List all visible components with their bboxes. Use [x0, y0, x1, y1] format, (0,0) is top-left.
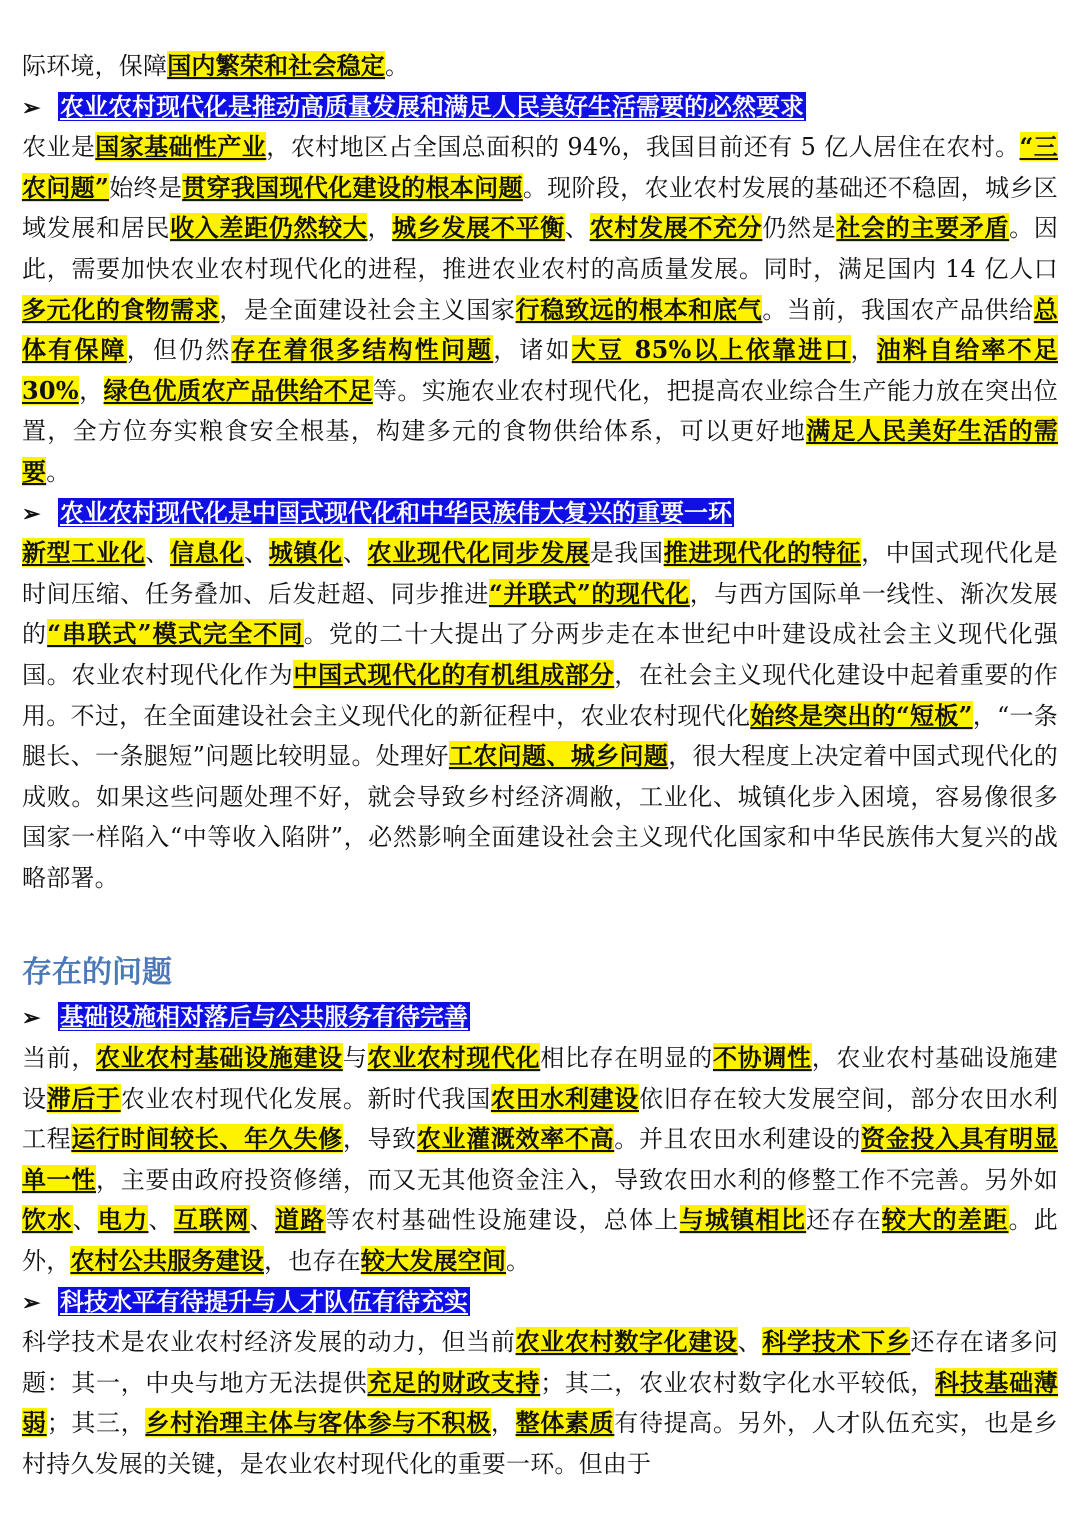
text-run: ，农村地区占全国总面积的 94%，我国目前还有 5 亿人居住在农村。	[266, 133, 1020, 162]
text-run: 。当前，我国农产品供给	[762, 295, 1034, 324]
text-run: ，与西方国际单一线性、渐次发展的	[22, 579, 1058, 649]
highlighted-phrase: 农业灌溉效率不高	[416, 1124, 615, 1154]
highlighted-phrase: “三农问题”	[22, 132, 1058, 202]
text-run: ，“一条腿长、一条腿短”问题比较明显。处理好	[22, 701, 1059, 771]
text-run: 、	[148, 1206, 174, 1235]
paragraph-infrastructure	[22, 1038, 1058, 1282]
bullet-heading-infrastructure	[22, 997, 1058, 1038]
highlighted-phrase: 城镇化	[268, 538, 343, 568]
text-run: 依旧存在较大发展空间，部分农田水利工程	[22, 1084, 1059, 1154]
highlighted-phrase: 存在着很多结构性问题	[231, 335, 494, 365]
text-run: 。	[385, 52, 410, 80]
text-run: ，	[78, 376, 104, 405]
text-run: ，在社会主义现代化建设中起着重要的作用。不过，在全面建设社会主义现代化的新征程中，农业农村现代化	[22, 660, 1058, 730]
text-run: 、	[244, 539, 269, 568]
highlighted-phrase: 运行时间较长、年久失修	[71, 1124, 343, 1154]
highlighted-phrase: 科技基础薄弱	[22, 1367, 1058, 1438]
highlighted-phrase: 工农问题、城乡问题	[448, 741, 669, 771]
paragraph-chinese-modernization	[22, 533, 1058, 898]
highlighted-phrase: 充足的财政支持	[367, 1367, 541, 1397]
text-run: 农业农村现代化发展。新时代我国	[120, 1084, 491, 1113]
highlighted-phrase: 资金投入具有明显单一性	[22, 1124, 1058, 1194]
text-run: 与	[342, 1044, 368, 1073]
paragraph-continuation	[22, 46, 1058, 87]
highlighted-phrase: 行稳致远的根本和底气	[515, 294, 763, 324]
bullet-heading-text: 基础设施相对落后与公共服务有待完善	[60, 1002, 468, 1032]
highlighted-phrase: 不协调性	[713, 1043, 812, 1073]
text-run: 、	[564, 214, 590, 243]
bullet-heading-text: 科技水平有待提升与人才队伍有待充实	[60, 1286, 468, 1316]
section-title-problems: 存在的问题	[22, 955, 172, 991]
highlighted-phrase: 农业农村现代化	[367, 1043, 541, 1073]
text-run: 。	[506, 1247, 531, 1276]
text-run: ，	[850, 336, 877, 365]
highlighted-phrase: 道路	[274, 1205, 326, 1235]
bullet-heading-text: 农业农村现代化是中国式现代化和中华民族伟大复兴的重要一环	[60, 497, 732, 527]
arrow-bullet-icon: ➢	[22, 1289, 41, 1316]
highlighted-phrase: 较大发展空间	[360, 1246, 507, 1276]
highlighted-phrase: 农田水利建设	[490, 1083, 639, 1113]
text-run: ，	[490, 1409, 516, 1438]
highlighted-phrase: 农业现代化同步发展	[367, 538, 590, 568]
highlighted-phrase: 农村公共服务建设	[70, 1246, 265, 1276]
highlighted-phrase: 电力	[97, 1205, 149, 1235]
highlighted-phrase: 饮水	[22, 1205, 73, 1235]
bullet-heading-text: 农业农村现代化是推动高质量发展和满足人民美好生活需要的必然要求	[60, 91, 804, 121]
text-run: 。	[46, 457, 71, 486]
arrow-bullet-icon: ➢	[22, 1005, 41, 1032]
highlighted-phrase: 绿色优质农产品供给不足	[103, 375, 373, 405]
text-run: 相比存在明显的	[540, 1044, 713, 1073]
highlighted-phrase: 农村发展不充分	[589, 213, 763, 243]
arrow-bullet-icon: ➢	[22, 94, 41, 121]
highlighted-phrase: 多元化的食物需求	[22, 294, 220, 324]
text-run: ，主要由政府投资修缮，而又无其他资金注入，导致农田水利的修整工作不完善。另外如	[96, 1165, 1059, 1194]
highlighted-phrase: 收入差距仍然较大	[170, 213, 368, 243]
highlighted-phrase: 油料自给率不足 30%	[22, 335, 1058, 405]
highlighted-phrase: 推进现代化的特征	[663, 538, 862, 568]
text-run: 等。实施农业农村现代化，把提高农业综合生产能力放在突出位置，全方位夯实粮食安全根基，构建多元的食物供给体系，可以更好地	[22, 376, 1058, 446]
text-run: 、	[342, 539, 368, 568]
text-run: 是我国	[589, 539, 664, 568]
highlighted-phrase: 新型工业化	[22, 538, 146, 568]
text-run: 仍然是	[762, 214, 837, 243]
text-run: ，是全面建设社会主义国家	[219, 295, 516, 324]
text-run: ，中国式现代化是时间压缩、任务叠加、后发赶超、同步推进	[22, 539, 1058, 608]
text-run: 际环境，保障	[22, 52, 168, 80]
highlighted-phrase: 满足人民美好生活的需要	[22, 416, 1058, 486]
text-run: 等农村基础性设施建设，总体上	[325, 1206, 680, 1235]
text-run: ，导致	[342, 1125, 417, 1154]
bullet-heading-chinese-modernization	[22, 493, 1058, 534]
text-run: 、	[249, 1206, 275, 1235]
highlighted-phrase: 信息化	[170, 538, 245, 568]
text-run: 还存在	[806, 1206, 883, 1235]
text-run: ，但仍然	[126, 336, 232, 365]
highlighted-phrase: 农业农村数字化建设	[515, 1327, 738, 1357]
highlighted-phrase: 国家基础性产业	[95, 132, 267, 162]
text-run: 有待提高。另外，人才队伍充实，也是乡村持久发展的关键，是农业农村现代化的重要一环。但由于	[22, 1409, 1059, 1478]
bullet-heading-quality-development	[22, 87, 1058, 128]
text-run: 、	[145, 539, 171, 568]
text-run: 、	[737, 1328, 763, 1357]
highlighted-phrase: 中国式现代化的有机组成部分	[293, 659, 615, 689]
text-run: ；其二，农业农村数字化水平较低，	[540, 1368, 936, 1397]
paragraph-technology-talent	[22, 1322, 1058, 1484]
highlighted-phrase: 科学技术下乡	[762, 1327, 911, 1357]
highlighted-phrase: 社会的主要矛盾	[836, 213, 1010, 243]
text-run: 、	[72, 1206, 98, 1235]
highlighted-phrase: 整体素质	[515, 1408, 615, 1438]
highlighted-phrase: 始终是突出的“短板”	[750, 700, 973, 730]
text-run: 科学技术是农业农村经济发展的动力，但当前	[22, 1328, 516, 1357]
text-run: ；其三，	[46, 1409, 146, 1438]
arrow-bullet-icon: ➢	[22, 500, 41, 527]
text-run: 当前，	[22, 1044, 97, 1073]
highlighted-phrase: 与城镇相比	[679, 1205, 807, 1235]
text-run: ，也存在	[264, 1247, 361, 1276]
highlighted-phrase: “并联式”的现代化	[488, 578, 690, 608]
text-run: 还存在诸多问题：其一，中央与地方无法提供	[22, 1328, 1059, 1397]
highlighted-phrase: 乡村治理主体与客体参与不积极	[145, 1408, 491, 1438]
text-run: 。现阶段，农业农村发展的基础还不稳固，城乡区域发展和居民	[22, 173, 1058, 243]
text-run: ，农业农村基础设施建设	[22, 1044, 1059, 1113]
highlighted-phrase: “串联式”模式完全不同	[47, 619, 304, 649]
highlighted-phrase: 农业农村基础设施建设	[96, 1043, 343, 1073]
highlighted-phrase: 贯穿我国现代化建设的根本问题	[182, 172, 523, 202]
highlighted-phrase: 国内繁荣和社会稳定	[167, 51, 386, 80]
text-run: 。并且农田水利建设的	[614, 1125, 862, 1154]
text-run: ，很大程度上决定着中国式现代化的成败。如果这些问题处理不好，就会导致乡村经济凋敝，工业化、城镇化步入困境，容易像很多国家一样陷入“中等收入陷阱”，必然影响全面建设社会主义现代化国家和中华民族伟大复兴的战略部署。	[22, 742, 1058, 892]
highlighted-phrase: 城乡发展不平衡	[392, 213, 565, 243]
highlighted-phrase: 较大的差距	[882, 1205, 1009, 1235]
highlighted-phrase: 互联网	[173, 1205, 250, 1235]
section-spacer	[22, 898, 1058, 950]
text-run: 农业是	[22, 133, 96, 162]
bullet-heading-technology-talent	[22, 1282, 1058, 1323]
highlighted-phrase: 滞后于	[46, 1083, 121, 1113]
text-run: ，	[367, 214, 393, 243]
text-run: ，诸如	[493, 336, 572, 365]
highlighted-phrase: 大豆 85%以上依靠进口	[571, 335, 851, 365]
text-run: 始终是	[109, 173, 183, 202]
text-run: 。因此，需要加快农业农村现代化的进程，推进农业农村的高质量发展。同时，满足国内 14 亿人口	[22, 214, 1059, 283]
text-run: 。党的二十大提出了分两步走在本世纪中叶建设成社会主义现代化强国。农业农村现代化作为	[22, 620, 1059, 689]
text-run: 。此外，	[22, 1206, 1058, 1276]
highlighted-phrase: 总体有保障	[22, 294, 1058, 365]
paragraph-quality-development	[22, 127, 1058, 492]
